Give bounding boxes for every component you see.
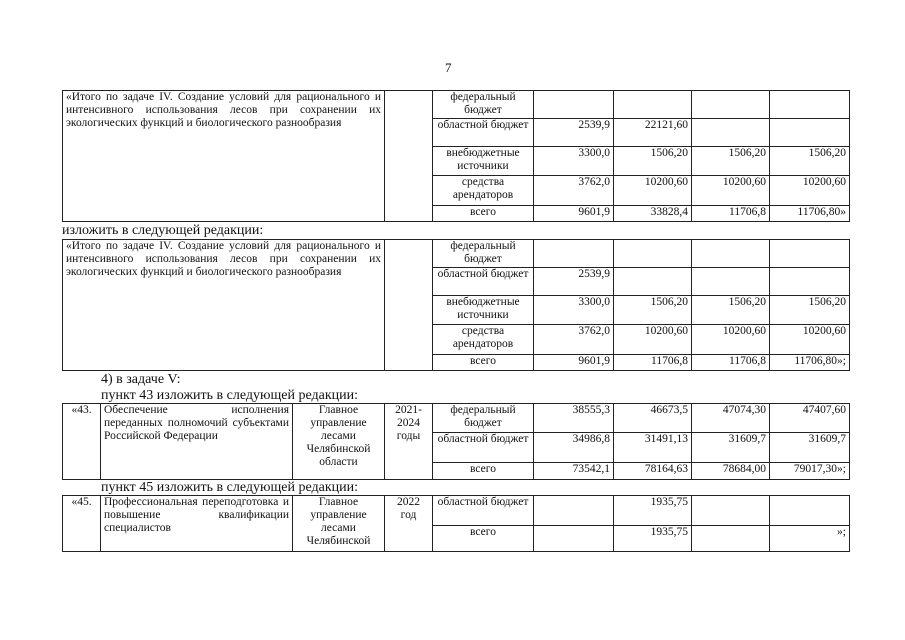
value-cell: 11706,8 bbox=[692, 206, 770, 222]
page-number: 7 bbox=[445, 60, 452, 75]
value-cell: 9601,9 bbox=[534, 206, 614, 222]
table-point43 bbox=[62, 403, 850, 480]
value-cell: 10200,60 bbox=[614, 325, 692, 355]
source-total: всего bbox=[433, 355, 534, 371]
value-cell: »; bbox=[770, 526, 850, 552]
value-cell bbox=[614, 240, 692, 268]
point-description: Профессиональная переподготовка и повышение квалификации специалистов bbox=[101, 496, 293, 552]
value-cell bbox=[692, 496, 770, 526]
value-cell bbox=[534, 526, 614, 552]
source-tenants: средства арендаторов bbox=[433, 325, 534, 355]
value-cell: 38555,3 bbox=[534, 404, 614, 433]
value-cell bbox=[770, 91, 850, 119]
value-cell: 1506,20 bbox=[770, 296, 850, 325]
value-cell: 11706,80» bbox=[770, 206, 850, 222]
value-cell: 3762,0 bbox=[534, 325, 614, 355]
value-cell bbox=[534, 91, 614, 119]
value-cell bbox=[770, 119, 850, 147]
executor: Главное управление лесами Челябинской области bbox=[293, 404, 385, 480]
task4-description: «Итого по задаче IV. Создание условий для рационального и интенсивного использования лесов при сохранении их экологических функций и биологического разнообразия bbox=[63, 240, 385, 371]
value-cell: 46673,5 bbox=[614, 404, 692, 433]
value-cell: 10200,60 bbox=[770, 176, 850, 206]
value-cell bbox=[692, 119, 770, 147]
point-number: «43. bbox=[63, 404, 101, 480]
term: 2022 год bbox=[385, 496, 433, 552]
value-cell: 47407,60 bbox=[770, 404, 850, 433]
source-regional: областной бюджет bbox=[433, 496, 534, 526]
value-cell bbox=[770, 496, 850, 526]
value-cell bbox=[692, 240, 770, 268]
value-cell bbox=[770, 268, 850, 296]
value-cell: 79017,30»; bbox=[770, 463, 850, 480]
value-cell: 1935,75 bbox=[614, 496, 692, 526]
empty-cell bbox=[385, 240, 433, 371]
value-cell: 73542,1 bbox=[534, 463, 614, 480]
value-cell bbox=[692, 526, 770, 552]
value-cell bbox=[534, 240, 614, 268]
point43-phrase: пункт 43 изложить в следующей редакции: bbox=[101, 388, 358, 403]
point-number: «45. bbox=[63, 496, 101, 552]
value-cell: 2539,9 bbox=[534, 119, 614, 147]
value-cell: 10200,60 bbox=[614, 176, 692, 206]
table-task4-old bbox=[62, 90, 850, 222]
task4-description: «Итого по задаче IV. Создание условий для рационального и интенсивного использования лесов при сохранении их экологических функций и биологического разнообразия bbox=[63, 91, 385, 222]
value-cell: 11706,8 bbox=[692, 355, 770, 371]
term: 2021-2024 годы bbox=[385, 404, 433, 480]
value-cell: 31609,7 bbox=[770, 433, 850, 463]
value-cell: 31609,7 bbox=[692, 433, 770, 463]
value-cell bbox=[692, 268, 770, 296]
value-cell: 3762,0 bbox=[534, 176, 614, 206]
value-cell bbox=[614, 91, 692, 119]
source-regional: областной бюджет bbox=[433, 433, 534, 463]
value-cell: 33828,4 bbox=[614, 206, 692, 222]
edit-phrase: изложить в следующей редакции: bbox=[62, 223, 264, 238]
point45-phrase: пункт 45 изложить в следующей редакции: bbox=[101, 480, 358, 495]
executor: Главное управление лесами Челябинской bbox=[293, 496, 385, 552]
value-cell: 1506,20 bbox=[770, 147, 850, 176]
source-regional: областной бюджет bbox=[433, 268, 534, 296]
source-extrabudget: внебюджетные источники bbox=[433, 296, 534, 325]
value-cell: 10200,60 bbox=[692, 325, 770, 355]
value-cell: 31491,13 bbox=[614, 433, 692, 463]
value-cell: 1935,75 bbox=[614, 526, 692, 552]
value-cell: 3300,0 bbox=[534, 147, 614, 176]
value-cell: 2539,9 bbox=[534, 268, 614, 296]
value-cell: 22121,60 bbox=[614, 119, 692, 147]
value-cell: 1506,20 bbox=[692, 147, 770, 176]
source-tenants: средства арендаторов bbox=[433, 176, 534, 206]
value-cell: 9601,9 bbox=[534, 355, 614, 371]
value-cell: 1506,20 bbox=[614, 147, 692, 176]
source-federal: федеральный бюджет bbox=[433, 91, 534, 119]
value-cell: 34986,8 bbox=[534, 433, 614, 463]
value-cell: 10200,60 bbox=[692, 176, 770, 206]
source-federal: федеральный бюджет bbox=[433, 404, 534, 433]
source-regional: областной бюджет bbox=[433, 119, 534, 147]
value-cell: 78684,00 bbox=[692, 463, 770, 480]
value-cell: 11706,8 bbox=[614, 355, 692, 371]
point-description: Обеспечение исполнения переданных полномочий субъектами Российской Федерации bbox=[101, 404, 293, 480]
table-task4-new bbox=[62, 239, 850, 371]
source-total: всего bbox=[433, 463, 534, 480]
value-cell: 11706,80»; bbox=[770, 355, 850, 371]
source-extrabudget: внебюджетные источники bbox=[433, 147, 534, 176]
value-cell bbox=[534, 496, 614, 526]
value-cell: 3300,0 bbox=[534, 296, 614, 325]
value-cell bbox=[770, 240, 850, 268]
source-federal: федеральный бюджет bbox=[433, 240, 534, 268]
value-cell bbox=[692, 91, 770, 119]
value-cell: 47074,30 bbox=[692, 404, 770, 433]
table-point45 bbox=[62, 495, 850, 552]
value-cell: 10200,60 bbox=[770, 325, 850, 355]
value-cell: 1506,20 bbox=[692, 296, 770, 325]
source-total: всего bbox=[433, 526, 534, 552]
value-cell: 78164,63 bbox=[614, 463, 692, 480]
empty-cell bbox=[385, 91, 433, 222]
value-cell bbox=[614, 268, 692, 296]
source-total: всего bbox=[433, 206, 534, 222]
value-cell: 1506,20 bbox=[614, 296, 692, 325]
task5-phrase: 4) в задаче V: bbox=[101, 372, 181, 387]
